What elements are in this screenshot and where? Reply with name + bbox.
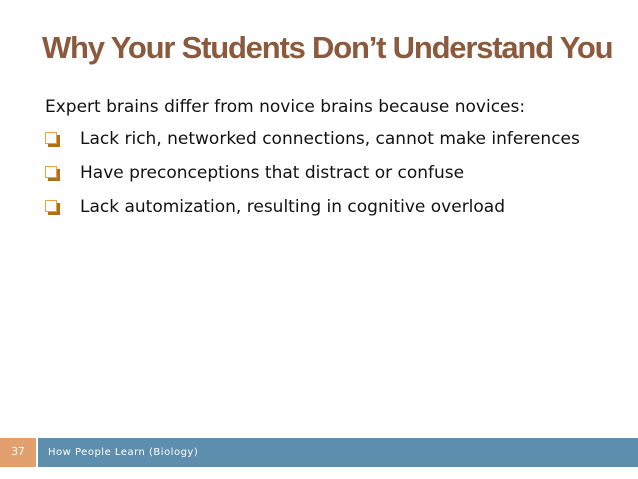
list-item: [45, 128, 635, 151]
footer-text: How People Learn (Biology): [48, 447, 199, 458]
bullet-list: [45, 128, 635, 230]
bullet-text: Have preconceptions that distract or confuse: [80, 163, 465, 183]
intro-text: Expert brains differ from novice brains because novices:: [45, 97, 526, 117]
list-item: [45, 196, 635, 219]
checkbox-square-icon: [45, 166, 60, 181]
bullet-text: Lack automization, resulting in cognitive overload: [80, 197, 506, 217]
list-item: [45, 162, 635, 185]
slide-title: Why Your Students Don’t Understand You: [42, 30, 613, 65]
bullet-text: Lack rich, networked connections, cannot make inferences: [80, 129, 580, 149]
checkbox-square-icon: [45, 200, 60, 215]
checkbox-square-icon: [45, 132, 60, 147]
slide-number: 37: [0, 438, 36, 467]
